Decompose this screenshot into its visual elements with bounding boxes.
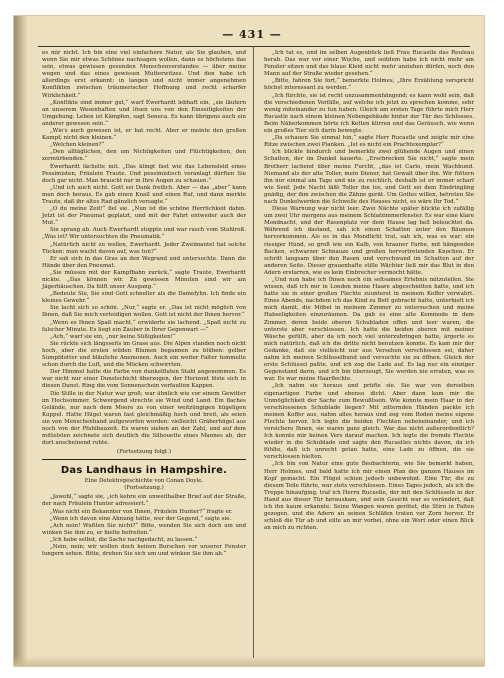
- paragraph: „Und nun habe ich Ihnen noch ein seltsames Erlebnis mitzuteilen. Sie wissen, daß ich mir in London meine Haare abgeschnitten hatte, und ich hatte sie in einer großen Flechte zuunterst in meinem Koffer verwahrt. Eines Abends, nachdem ich das Kind zu Bett gebracht hatte, unterhielt ich mich damit, die Möbel in meinem Zimmer zu untersuchen und meine Habseligkeiten einzuräumen. Da gab es eine alte Kommode in dem Zimmer, deren beide oberen Schubladen offen und leer waren, die unterste aber verschlossen. Ich hatte die beiden oberen mit meiner Wäsche gefüllt, aber da ich noch viel unterzubringen hatte, ärgerte es mich natürlich, daß ich die dritte nicht benutzen konnte. Es kam mir der Gedanke, daß sie vielleicht nur aus Versehen verschlossen sei, daher nahm ich meinen Schlüsselbund und versuchte sie zu öffnen. Gleich der erste Schlüssel paßte, und ich zog die Lade auf. Es lag nur ein einziger Gegenstand darin, und ich bin überzeugt, Sie werden nie erraten, was es war. Es war meine Haarflechte.: [264, 277, 474, 383]
- paragraph: „Ach nein! Wußten Sie nicht?“ Bitte, wenden Sie sich doch um und winken Sie ihm zu, er hielte befreiten.“: [42, 522, 246, 536]
- section-separator: [42, 459, 246, 460]
- continued-note: (Fortsetzung folgt.): [116, 449, 172, 456]
- paragraph: „Ich nahm sie heraus und prüfte sie. Sie war von derselben eigenartigen Farbe und ebenso dicht. Aber dann kam mir die Unmöglichkeit der Sache zum Bewußtsein. Wie konnte mein Haar in der verschlossenen Schublade liegen? Mit zitternden Händen packte ich meinen Koffer aus, nahm alles heraus und zog vom Boden meine eigene Flechte hervor. Ich legte die beiden Flechten nebeneinander, und ich versichere Ihnen, sie waren ganz gleich. War das nicht außerordentlich? Ich konnte mir keinen Vers darauf machen. Ich legte die fremde Flechte wieder in die Schublade und sagte den Rucastles nichts davon, da ich fühlte, daß ich unrecht getan hatte, eine Lade zu öffnen, die sie verschlossen hielten.: [264, 383, 474, 461]
- paragraph: Der Himmel hatte die Farbe von dunkelfluten Stahl angenommen. Es war nicht nur einer Dunstschicht überzogen, der Horizont löste sich in diesen Dunst. Ring die vom Sonnenschein verfaulten Kappen.: [42, 369, 246, 390]
- paragraph: Sie rückte sich längsseits im Grase aus. Die Alpen standen noch nicht hoch, aber die ersten wilden Blumen begannen zu blühen: gelber Sumpfdotter und bläuliche Anemonen. Auch ein weiter Falter tummelte schon durch die Luft, und die Mücken schwirrten.: [42, 340, 246, 369]
- right-column: [264, 50, 474, 532]
- paragraph: „Den alltäglichen, den um Nichtigkeiten und Flüchtigkeiten, den zermürbenden.“: [42, 149, 246, 163]
- paragraph: „Bedeute Sie, Sie sind Gott schneller als die Damefyhn. Ich finde ein kleines Gewehr.“: [42, 291, 246, 305]
- paragraph: „Was nicht ein Bekannter von Ihnen, Fräulein Hunter?“ fragte er.: [50, 508, 233, 515]
- paragraph: „Sie müssen mit der Kampfbahn zurück,“ sagte Traute, Ewerhardt nickte. „Das können wir. Zu gewissen Minuten sind wir am Jägerhäuschen. Da hilft unser Ausgang.“: [42, 269, 246, 291]
- paragraph: „Wie's auch gewesen ist, er hat recht. Aber er meinte den großen Kampf, nicht den kleinen.“: [42, 128, 246, 142]
- paragraph: „Natürlich nicht zu wollen, Ewerhardt. Jeder Zweimantel hat solche Tücken: man wacht davon auf, was tun?“: [42, 241, 246, 255]
- paragraph: „Welchen kleinen?“: [50, 142, 105, 149]
- story-title: Das Landhaus in Hampshire.: [60, 465, 228, 477]
- paragraph: Ich blickte hindurch und bemerkte zwei glühende Augen und einen Schatten, der im Dunkel kauerte. „Erschrecken Sie nicht,“ sagte mein Brotherr lachend über meine Furcht, „das ist Carlo, mein Wachhund. Niemand als der alte Toller, mein Diener, hat Gewalt über ihn. Wir füttern ihn nur einmal am Tage und nie zu reichlich, deshalb ist er immer scharf wie Senf. Jede Nacht läßt Toller ihn los, und Gott sei dem Eindringling gnädig, der ihm zwischen die Zähne gerät. Um Gottes willen, betreten Sie nach Dunkelwerden die Schwelle des Hauses nicht, es wäre Ihr Tod.“: [264, 149, 474, 205]
- paragraph: „Nein, nein; wir wollen doch keinen Burschen vor unserer Fenster lungern sehen. Bitte, drehen Sie sich um und winken Sie ihm ab.“: [42, 544, 246, 558]
- paragraph: „Wenn ich davon eine Ahnung hätte, wer der Gegend,“ sagte sie.: [50, 515, 232, 522]
- page-number: — 431 —: [222, 28, 282, 41]
- paragraph: es mir nicht. Ich bin eine viel einfachere Natur, als Sie glauben, und wenn Sie mir etwas Schönes nachsagen wollen, dann es höchstens das sein, etwas gewissen gesunden Menschenverstandes — über meine wegen und das eines gewissen Mutterwitzes. Und den habe ich allerdings erst erkannt: in langen und nicht immer angenehmen Konflikten zwischen träumerischer Hoffnung und recht scharfer Wirklichkeit.“: [42, 50, 246, 99]
- paragraph: „Ich fürchte, sie ist recht unzusammenhängend; es kann wohl sein, daß die verschiedenen Vorfälle, auf welche ich jetzt zu sprechen komme, sehr wenig miteinander zu tun haben. Gleich am ersten Tage führte mich Herr Rucastle nach einem kleinen Nebengebäude hinter der Tür des Schlosses. Beim Näherkommen hörte ich Ketten klirren und das Geräusch, wie wenn ein großes Tier sich darin bewegte.: [264, 92, 474, 135]
- paragraph: „Ich tat es, und im selben Augenblick ließ Frau Rucastle das Rouleau herab. Das war vor einer Woche, und seitdem habe ich nicht mehr am Fenster sitzen und das blaue Kleid nicht mehr anziehen dürfen, noch den Mann auf der Straße wieder gesehen.“: [264, 50, 474, 78]
- left-column: [42, 50, 246, 558]
- paragraph: „O du meine Zeit!“ fiel sie. „Nun ist die schöne Herrlichkeit dahin. Jetzt ist der Pneumat geplatzt, und mit der Fahrt entweder auch der Mut.“: [42, 206, 246, 227]
- paragraph: „Ich habe selbst, die Sache nachgedacht, zu lassen.“: [50, 536, 198, 543]
- paragraph: „Jawohl,“ sagte sie, „ich kehre ein unweithalber Brief auf der Straße, der nach Fräulein Hunter adressiert.“: [42, 494, 246, 508]
- paragraph: „Wenn es Ihnen Spaß macht,“ erwiderte sie lachend. „Spaß nicht zu falscher Minute. Es liegt ein Zauber in Ihrer Gegenwart —“: [42, 319, 246, 333]
- story-part: (Fortsetzung.): [124, 485, 164, 492]
- paragraph: Diese Warnung war nicht leer. Zwei Nächte später blickte ich zufällig um zwei Uhr morgens aus meinem Schlafzimmerfenster. Es war eine klare Mondnacht, und der Rasenplatz vor dem Hause lag hell beleuchtet da. Während ich dastand, sah ich einen Schatten unter den Bäumen hervorkommen. Als es in das Mondlicht trat, sah ich, was es war: ein riesiger Hund, so groß wie ein Kalb, von brauner Farbe, mit hängenden Backen, schwarzer Schnauze und großen hervortretenden Knochen. Er schritt langsam über den Rasen und verschwand im Schatten auf der anderen Seite. Dieser grauenhafte stille Wächter ließ mir das Blut in den Adern erstarren, wie es kein Einbrecher vermocht hätte.: [264, 206, 474, 276]
- story-subtitle: Eine Detektivgeschichte von Conan Doyle.: [84, 478, 204, 485]
- paragraph: „Und ich auch nicht. Gott sei Dank freilich. Aber — das „aber“ kann man doch heraus. Es gab einen Knall und einen Ruf, und dann merkte Traute, daß ihr altes Rad gänzlich versagte.“: [42, 184, 246, 205]
- newspaper-page: [14, 16, 484, 666]
- paragraph: Sie sprang ab. Auch Ewerhardt stoppte und war rasch vom Stahlroß. „Was ist? Wir untersuchten die Pneumatik.“: [42, 227, 246, 241]
- paragraph: „Da schauen Sie einmal hin,“ sagte Herr Rucastle und zeigte mir eine Ritze zwischen zwei Planken. „Ist es nicht ein Prachtexemplar?“: [264, 135, 474, 149]
- paragraph: Er sah sich in das Gras an den Wegrand und untersuchte. Dann die Hände über den Pneumat.: [42, 255, 246, 269]
- header-rule: [38, 46, 470, 47]
- column-divider: [253, 46, 254, 658]
- paragraph: „Bitte, fahren Sie fort,“ bemerkte Holmes, „Ihre Erzählung verspricht höchst interessant zu werden.“: [264, 78, 474, 92]
- paragraph: Die Stille in der Natur war groß; war ähnlich wie vor einem Gewitter im Hochsommer. Schwergend strechte sie Wind und Land. Ein flaches Gelände, nur nach dem Moore zu von einer weitzüngigen hügeligen Kuppel. Hatte Hügel waren fast gleichmäßig hoch und breit, als seien sie von Menschenhand aufgeworfen worden: vielleicht Gräberhügel aus noch von der Pfahlbauzeit. Es waren sieben an der Zahl, und auf dem mittelsten zeichnete sich deutlich die Silhouette eines Mannes ab, der dort anscheinend ruhte.: [42, 390, 246, 447]
- paragraph: „Ach,“ warf sie ein, „nur keine Süßigkeiten!“: [50, 333, 176, 340]
- paragraph: „Konflikte sind immer gut,“ warf Ewerhardt lebhaft ein, „sie läutern an unserem Wesenhaften und lösen uns von den Einseitigkeiten der Umgebung. Leben ist Kämpfen, sagt Seneca. Es kann übrigens auch ein anderer gewesen sein.“: [42, 99, 246, 127]
- paragraph: Sie lacht sich so schön. „Nur,“ sagte er. „Das ist nicht möglich von Ihnen, daß Sie mich verteidigen wollen. Gott ist nicht der Ihnen hervor.“: [42, 305, 246, 319]
- page-spine-shadow: [14, 16, 28, 666]
- paragraph: Ewerhardt lächelte mit. „Das klingt fast wie das Lebensleid eines Pessimisten, Fräulein Traute. Und pessimistisch veranlagt dürften Sie doch gar nicht. Man braucht nur in Ihre Augen zu schauen.“: [42, 163, 246, 184]
- paragraph: „Ich bin von Natur eine gute Beobachterin, wie Sie bemerkt haben, Herr Holmes, und bald hatte ich mir einen Plan des ganzen Hauses im Kopf gemacht. Ein Flügel schien jedoch unbewohnt. Eine Tür, die zu diesem Teile führte, war stets verschlossen. Eines Tages jedoch, als ich die Treppe hinaufging, traf ich Herrn Rucastle, der mit den Schlüsseln in der Hand aus dieser Tür herauskam, und sein Gesicht war so verändert, daß ich ihn kaum erkannte. Seine Wangen waren gerötet, die Stirn in Falten gezogen, und die Adern an seinen Schläfen traten vor Zorn hervor. Er schloß die Tür ab und eilte an mir vorbei, ohne ein Wort oder einen Blick an mich zu richten.: [264, 461, 474, 532]
- page-bottom-shade: [14, 656, 484, 666]
